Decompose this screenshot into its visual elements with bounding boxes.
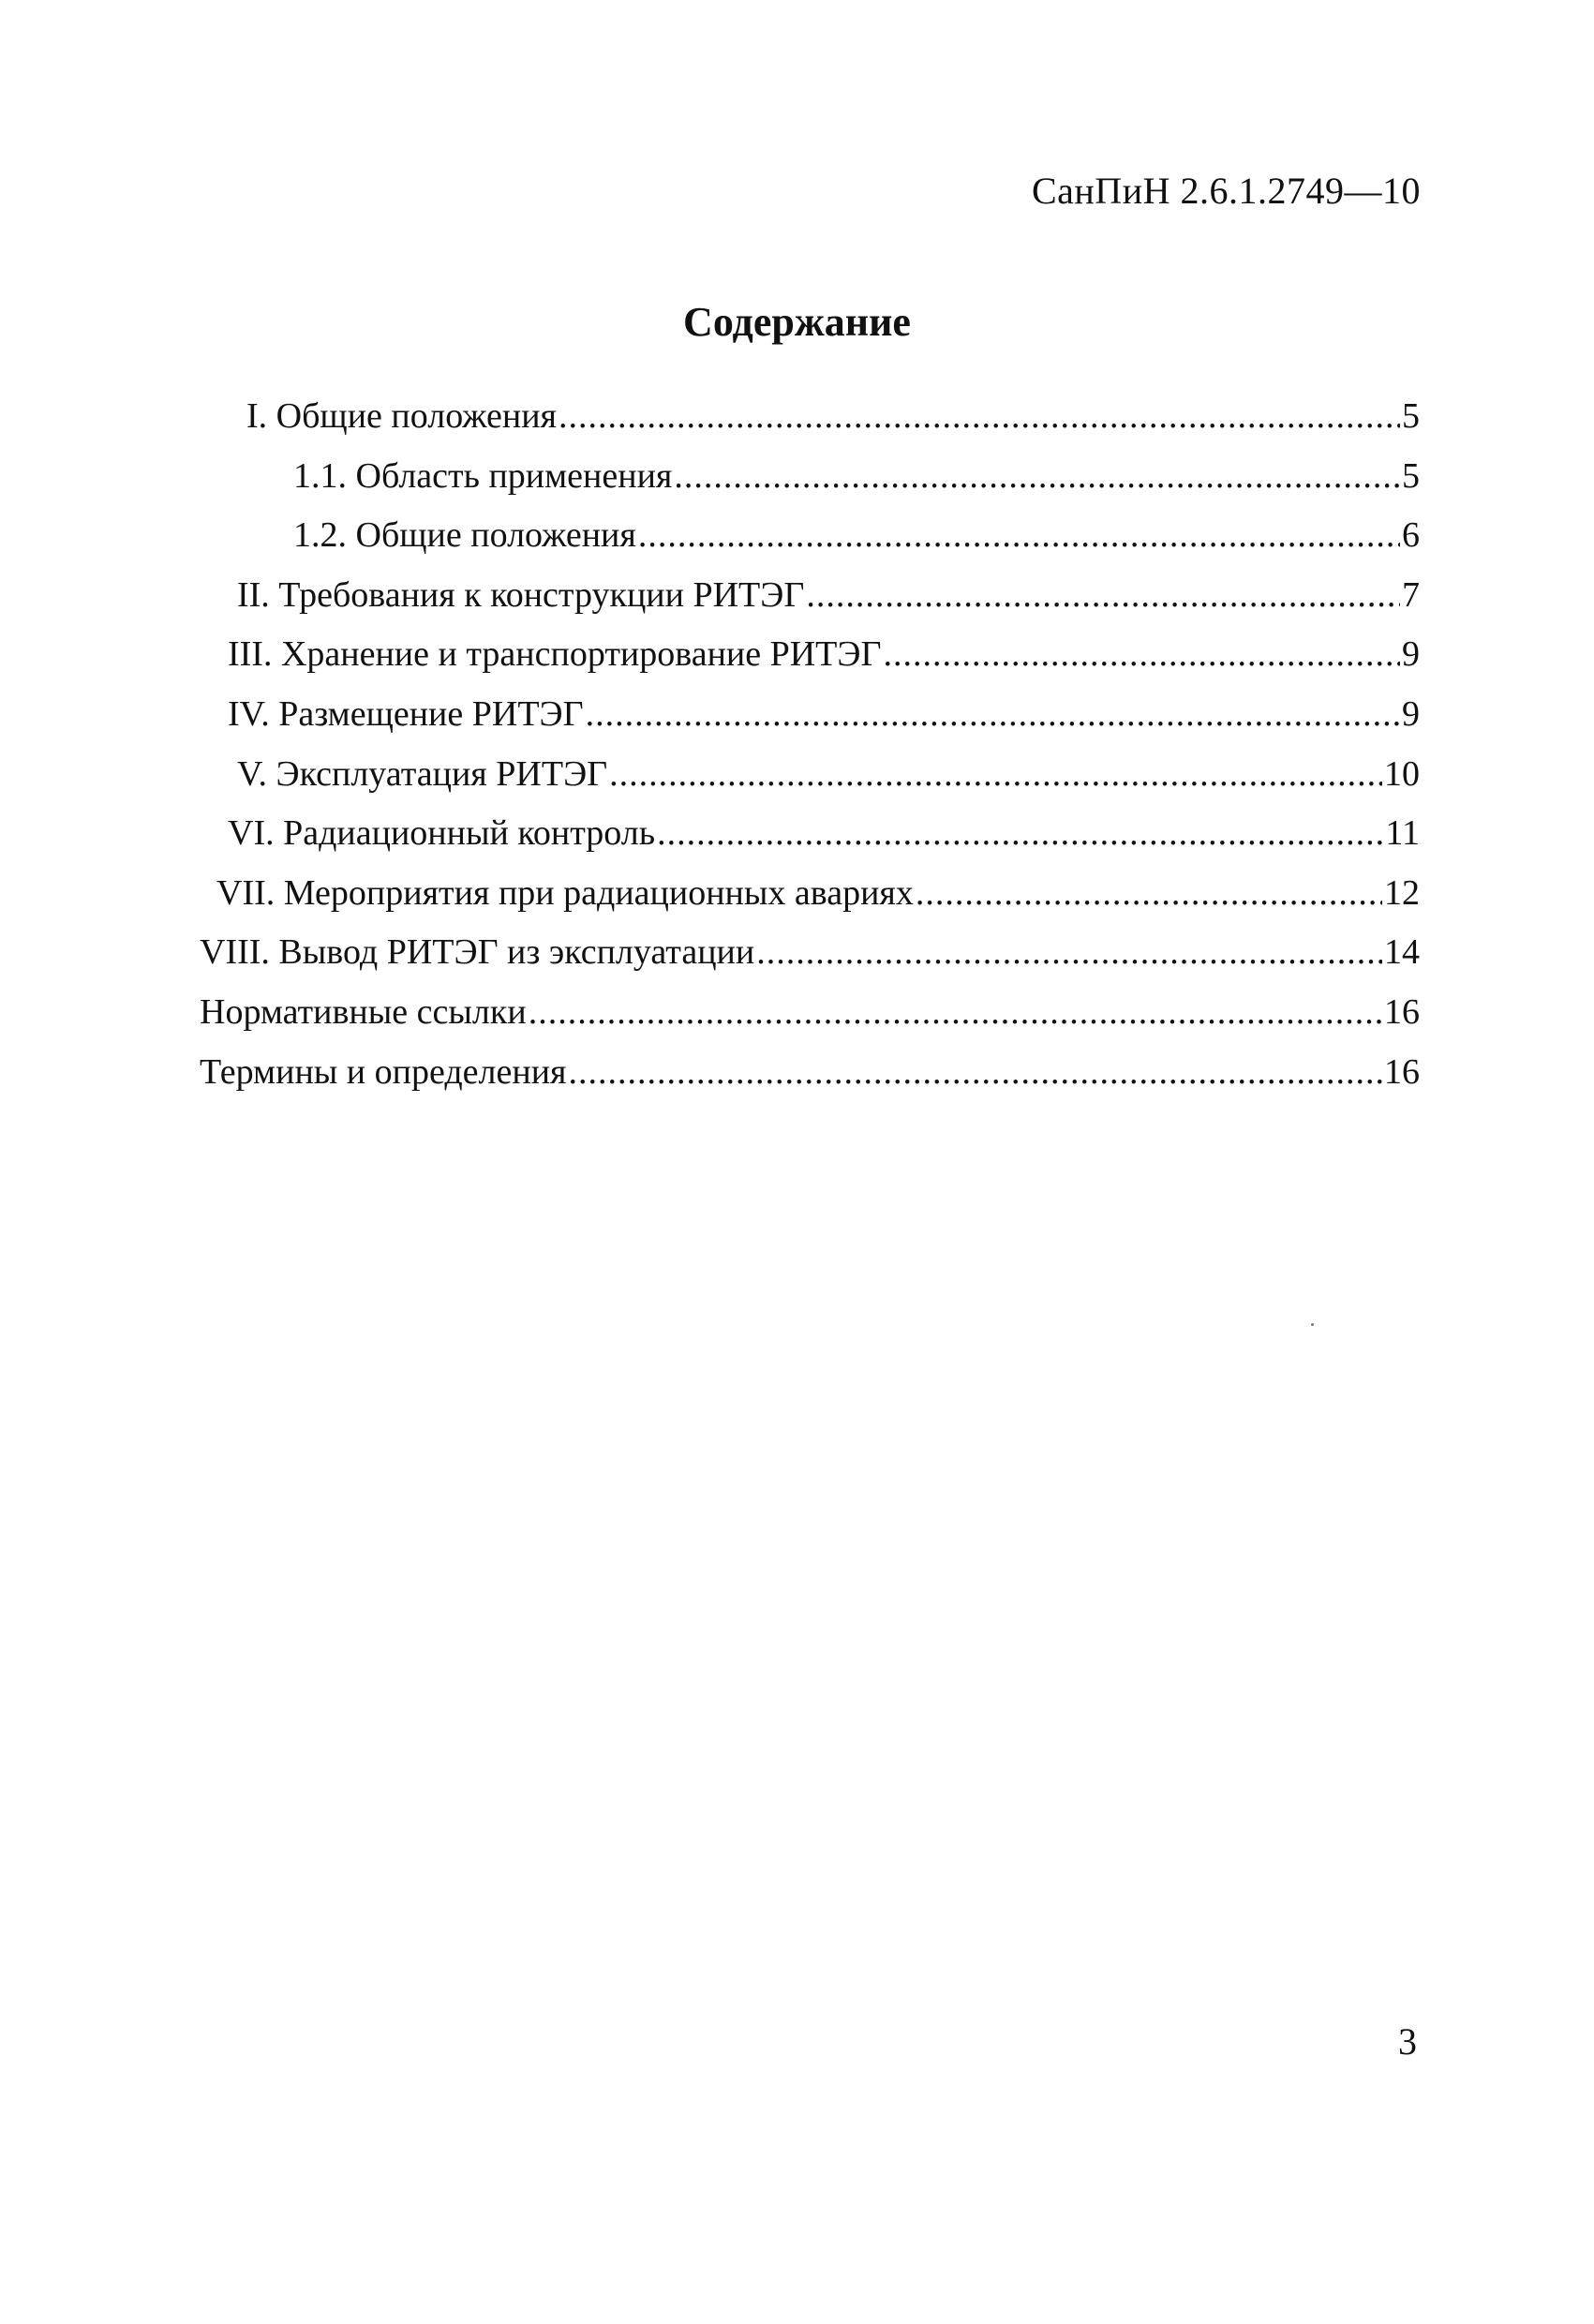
toc-leader-dots — [883, 636, 1400, 672]
toc-entry-normative-references[interactable] — [200, 991, 1420, 1054]
toc-leader-dots — [609, 756, 1382, 792]
toc-entry-label: VII. Мероприятия при радиационных авариях — [216, 872, 914, 913]
toc-entry-label: IV. Размещение РИТЭГ — [228, 693, 584, 734]
toc-entry-page: 7 — [1402, 574, 1420, 615]
toc-leader-dots — [657, 815, 1383, 851]
toc-leader-dots — [559, 398, 1400, 434]
toc-entry-page: 10 — [1384, 753, 1420, 794]
toc-entry-page: 16 — [1384, 991, 1420, 1032]
toc-leader-dots — [638, 517, 1400, 553]
toc-entry-storage-transport[interactable] — [200, 636, 1420, 696]
toc-title: Содержание — [683, 299, 911, 345]
toc-entry-placement[interactable] — [200, 693, 1420, 756]
toc-entry-page: 16 — [1384, 1051, 1420, 1092]
toc-entry-radiation-accidents[interactable] — [200, 872, 1420, 935]
toc-entry-label: VI. Радиационный контроль — [228, 813, 656, 854]
toc-leader-dots — [674, 458, 1400, 494]
toc-entry-page: 5 — [1402, 455, 1420, 496]
toc-entry-decommissioning[interactable] — [200, 934, 1420, 994]
toc-entry-scope[interactable] — [200, 455, 1420, 518]
toc-entry-design-requirements[interactable] — [200, 574, 1420, 637]
toc-entry-page: 14 — [1384, 932, 1420, 973]
page-number: 3 — [1398, 2020, 1417, 2063]
toc-entry-label: I. Общие положения — [246, 396, 558, 436]
toc-entry-page: 5 — [1402, 396, 1420, 436]
document-code: СанПиН 2.6.1.2749—10 — [1031, 170, 1421, 212]
toc-entry-label: II. Требования к конструкции РИТЭГ — [237, 574, 805, 615]
toc-entry-label: Термины и определения — [200, 1051, 567, 1092]
toc-leader-dots — [806, 577, 1400, 613]
toc-entry-radiation-control[interactable] — [200, 815, 1420, 875]
toc-entry-page: 11 — [1385, 813, 1420, 854]
toc-entry-label: VIII. Вывод РИТЭГ из эксплуатации — [200, 932, 755, 973]
toc-entry-page: 12 — [1384, 872, 1420, 913]
toc-leader-dots — [916, 875, 1382, 911]
toc-leader-dots — [586, 696, 1400, 732]
toc-entry-page: 6 — [1402, 515, 1420, 556]
toc-entry-general-provisions[interactable] — [200, 398, 1420, 458]
toc-entry-label: 1.2. Общие положения — [293, 515, 636, 556]
toc-entry-label: Нормативные ссылки — [200, 991, 527, 1032]
toc-leader-dots — [529, 994, 1382, 1030]
toc-entry-label: V. Эксплуатация РИТЭГ — [237, 753, 608, 794]
toc-entry-page: 9 — [1402, 634, 1420, 675]
toc-entry-label: 1.1. Область применения — [293, 455, 673, 496]
toc-entry-operation[interactable] — [200, 753, 1420, 816]
toc-entry-general-provisions-sub[interactable] — [200, 517, 1420, 577]
scan-speck — [1311, 1323, 1314, 1326]
toc-leader-dots — [756, 934, 1382, 970]
toc-leader-dots — [569, 1054, 1382, 1090]
table-of-contents — [200, 398, 1420, 1113]
toc-entry-label: III. Хранение и транспортирование РИТЭГ — [228, 634, 882, 675]
toc-entry-terms-definitions[interactable] — [200, 1051, 1420, 1114]
toc-entry-page: 9 — [1402, 693, 1420, 734]
